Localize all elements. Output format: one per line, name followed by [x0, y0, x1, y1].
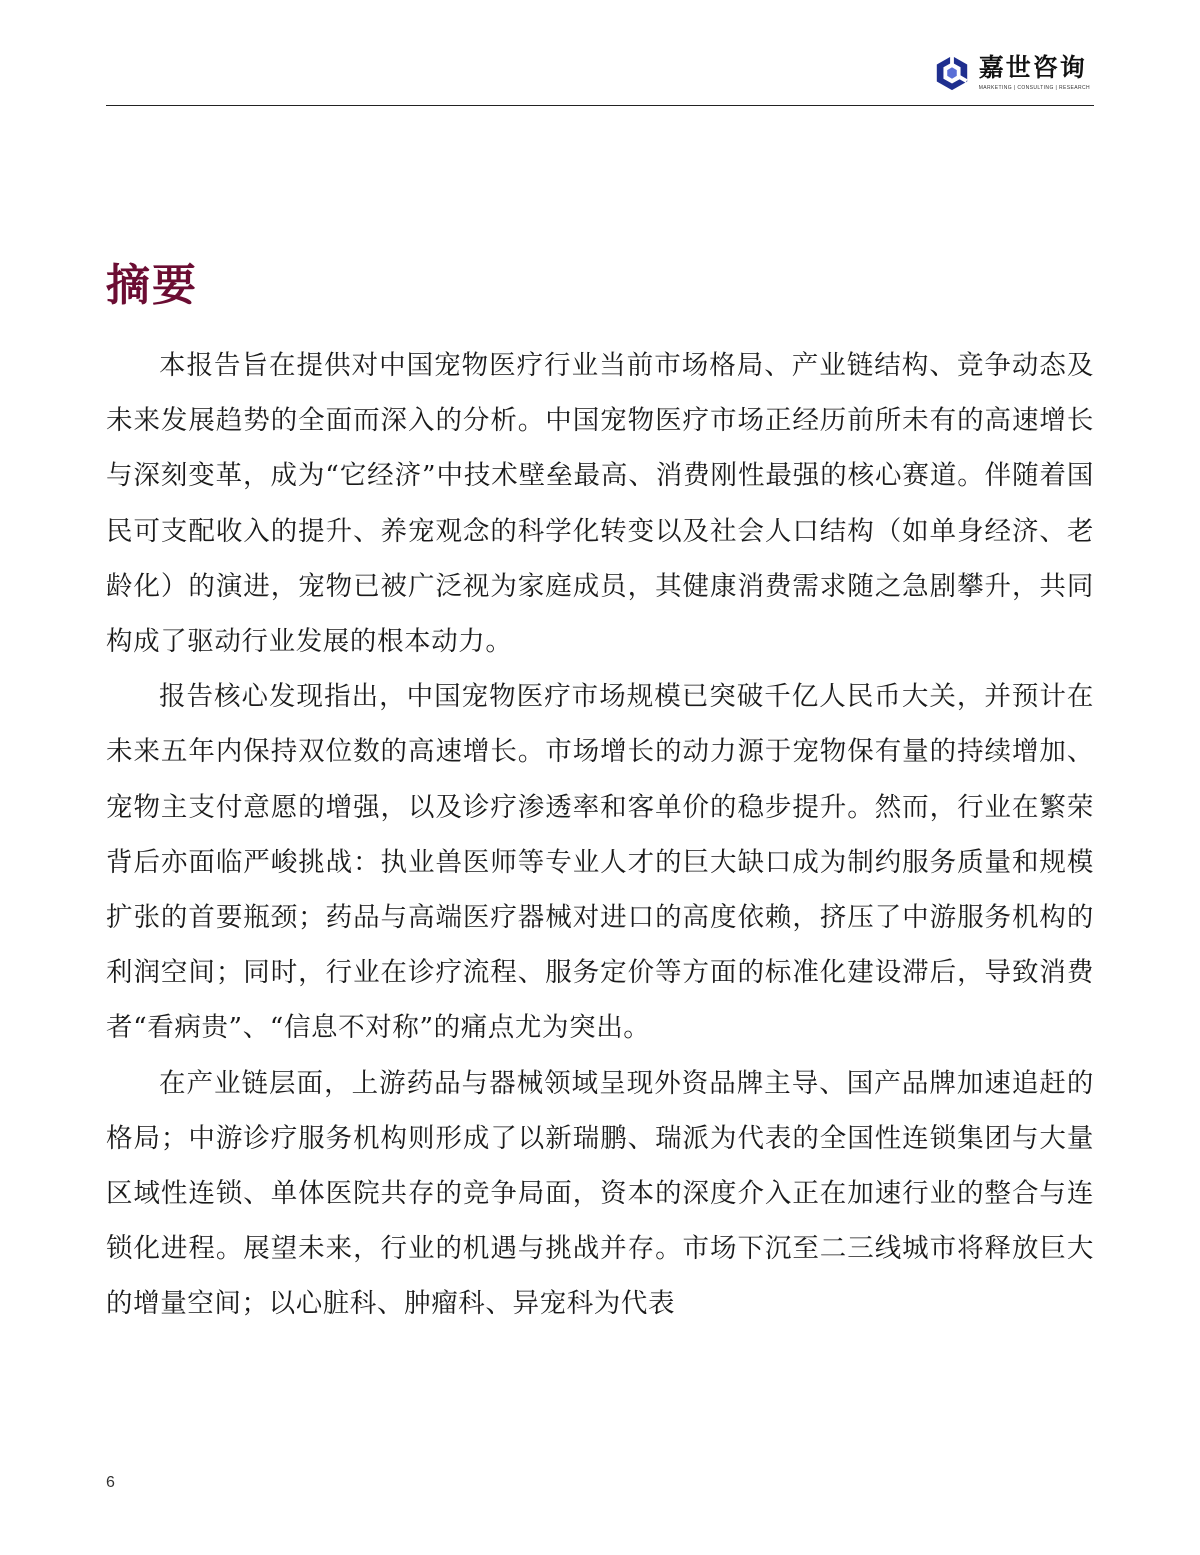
paragraph-2: 报告核心发现指出，中国宠物医疗市场规模已突破千亿人民币大关，并预计在未来五年内保持双位数的高速增长。市场增长的动力源于宠物保有量的持续增加、宠物主支付意愿的增强，以及诊疗渗透率和客单价的稳步提升。然而，行业在繁荣背后亦面临严峻挑战：执业兽医师等专业人才的巨大缺口成为制约服务质量和规模扩张的首要瓶颈；药品与高端医疗器械对进口的高度依赖，挤压了中游服务机构的利润空间；同时，行业在诊疗流程、服务定价等方面的标准化建设滞后，导致消费者“看病贵”、“信息不对称”的痛点尤为突出。 [106, 681, 1094, 1044]
company-logo [933, 54, 1090, 92]
logo-mark-icon [933, 54, 971, 92]
body-text [106, 338, 1094, 1332]
page-number: 6 [106, 1474, 115, 1491]
logo-text-block [979, 54, 1090, 91]
header-divider [106, 105, 1094, 106]
page-header [106, 48, 1094, 106]
section-title: 摘要 [106, 260, 198, 311]
logo-tagline: MARKETING | CONSULTING | RESEARCH [978, 85, 1090, 91]
paragraph-3: 在产业链层面，上游药品与器械领域呈现外资品牌主导、国产品牌加速追赶的格局；中游诊疗服务机构则形成了以新瑞鹏、瑞派为代表的全国性连锁集团与大量区域性连锁、单体医院共存的竞争局面，资本的深度介入正在加速行业的整合与连锁化进程。展望未来，行业的机遇与挑战并存。市场下沉至二三线城市将释放巨大的增量空间；以心脏科、肿瘤科、异宠科为代表 [106, 1067, 1094, 1320]
paragraph-1: 本报告旨在提供对中国宠物医疗行业当前市场格局、产业链结构、竞争动态及未来发展趋势的全面而深入的分析。中国宠物医疗市场正经历前所未有的高速增长与深刻变革，成为“它经济”中技术壁垒最高、消费刚性最强的核心赛道。伴随着国民可支配收入的提升、养宠观念的科学化转变以及社会人口结构（如单身经济、老龄化）的演进，宠物已被广泛视为家庭成员，其健康消费需求随之急剧攀升，共同构成了驱动行业发展的根本动力。 [106, 350, 1094, 658]
logo-name: 嘉世咨询 [978, 53, 1087, 82]
